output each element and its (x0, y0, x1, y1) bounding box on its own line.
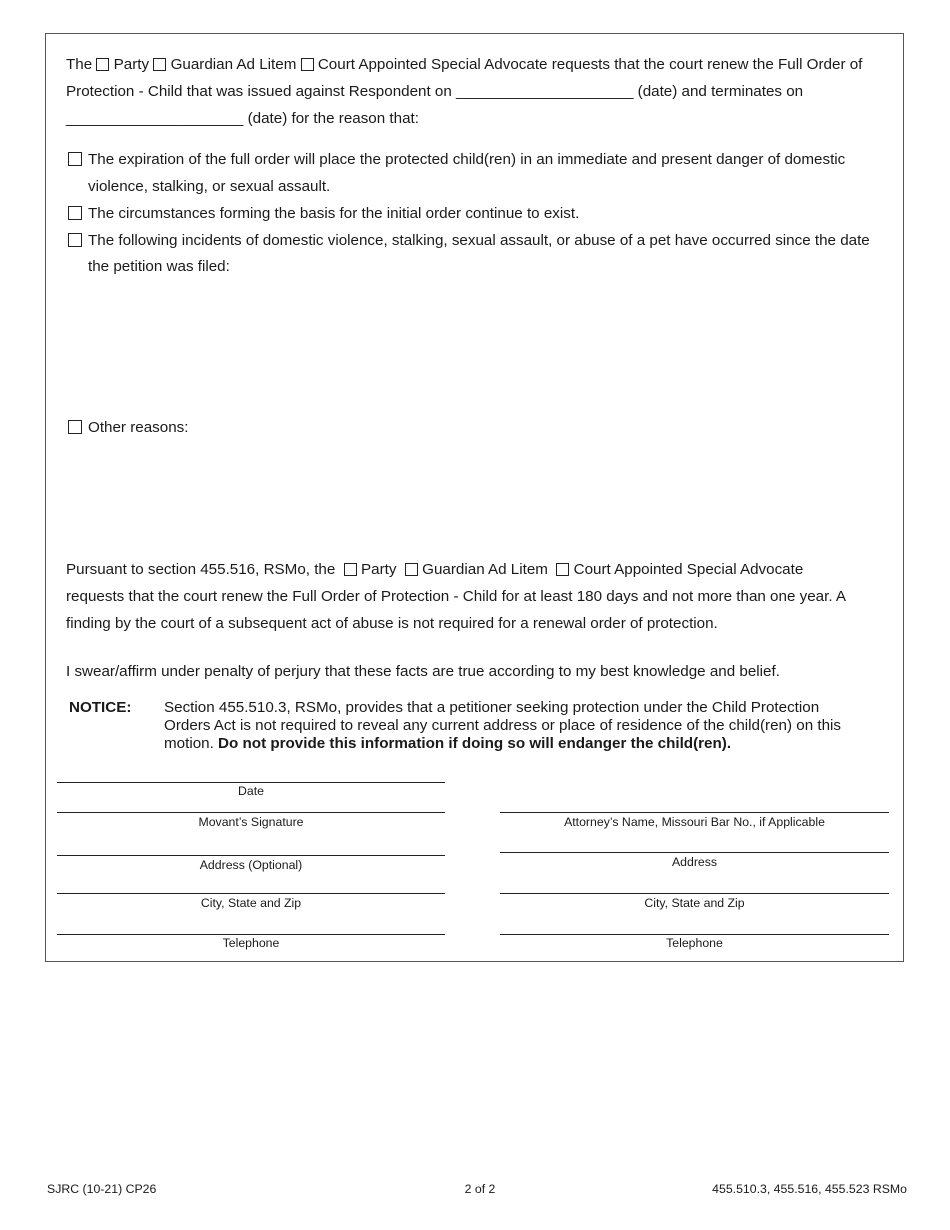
other-reasons-label: Other reasons: (88, 419, 189, 436)
request-line-2: Protection - Child that was issued against Respondent on _____________________ (date) and terminates on (66, 83, 804, 100)
pursuant-guardian-ad-litem-checkbox[interactable] (405, 563, 418, 576)
other-reasons-checkbox[interactable] (68, 420, 82, 434)
movant-telephone-line[interactable] (57, 934, 445, 935)
circumstances-checkbox[interactable] (68, 206, 82, 220)
notice-warning: Do not provide this information if doing so will endanger the child(ren). (218, 735, 732, 752)
request-line-3: _____________________ (date) for the reason that: (66, 110, 419, 127)
form-id: SJRC (10-21) CP26 (47, 1182, 157, 1196)
expiration-reason-line-1: The expiration of the full order will place the protected child(ren) in an immediate and present danger of domestic (88, 151, 846, 168)
pursuant-line-3: finding by the court of a subsequent act of abuse is not required for a renewal order of protection. (66, 615, 718, 632)
pursuant-line-2: requests that the court renew the Full Order of Protection - Child for at least 180 days and not more than one year. A (66, 588, 847, 605)
request-suffix: requests that the court renew the Full Order of (551, 56, 863, 73)
swear-statement: I swear/affirm under penalty of perjury that these facts are true according to my best knowledge and belief. (66, 663, 780, 680)
page-number: 2 of 2 (464, 1182, 496, 1196)
pursuant-casa-label: Court Appointed Special Advocate (573, 561, 804, 578)
expiration-reason-line-2: violence, stalking, or sexual assault. (88, 178, 331, 195)
pursuant-prefix: Pursuant to section 455.516, RSMo, the (66, 561, 336, 578)
attorney-address-line[interactable] (500, 852, 889, 853)
movant-address-label: Address (Optional) (199, 858, 303, 872)
pursuant-line-1 (66, 561, 803, 579)
circumstances-reason: The circumstances forming the basis for the initial order continue to exist. (88, 205, 580, 222)
attorney-address-label: Address (671, 855, 718, 869)
casa-label: Court Appointed Special Advocate (317, 56, 548, 73)
pursuant-party-label: Party (361, 561, 397, 578)
statute-references: 455.510.3, 455.516, 455.523 RSMo (712, 1182, 907, 1196)
notice-line-2: Orders Act is not required to reveal any current address or place of residence of the child(ren) on this (164, 717, 842, 734)
date-line[interactable] (57, 782, 445, 783)
request-line-1 (66, 56, 862, 74)
movant-address-line[interactable] (57, 855, 445, 856)
attorney-city-line[interactable] (500, 893, 889, 894)
notice-line-3 (164, 735, 731, 753)
movant-city-line[interactable] (57, 893, 445, 894)
attorney-name-line[interactable] (500, 812, 889, 813)
incidents-reason-line-2: the petition was filed: (88, 258, 230, 275)
attorney-city-label: City, State and Zip (644, 896, 745, 910)
pursuant-guardian-ad-litem-label: Guardian Ad Litem (422, 561, 548, 578)
attorney-telephone-line[interactable] (500, 934, 889, 935)
pursuant-party-checkbox[interactable] (344, 563, 357, 576)
movant-signature-label: Movant’s Signature (198, 815, 304, 829)
request-prefix: The (66, 56, 93, 73)
party-checkbox[interactable] (96, 58, 109, 71)
notice-line-3-text: motion. (164, 735, 214, 752)
party-label: Party (113, 56, 150, 73)
notice-line-1: Section 455.510.3, RSMo, provides that a petitioner seeking protection under the Child Protection (164, 699, 820, 716)
pursuant-casa-checkbox[interactable] (556, 563, 569, 576)
notice-label: NOTICE: (69, 699, 132, 716)
expiration-checkbox[interactable] (68, 152, 82, 166)
movant-city-label: City, State and Zip (200, 896, 302, 910)
incidents-reason-line-1: The following incidents of domestic violence, stalking, sexual assault, or abuse of a pet have occurred since the date (88, 232, 870, 249)
movant-telephone-label: Telephone (222, 936, 280, 950)
guardian-ad-litem-checkbox[interactable] (153, 58, 166, 71)
attorney-telephone-label: Telephone (666, 936, 723, 950)
movant-signature-line[interactable] (57, 812, 445, 813)
incidents-checkbox[interactable] (68, 233, 82, 247)
attorney-name-label: Attorney’s Name, Missouri Bar No., if Applicable (564, 815, 825, 829)
date-label: Date (238, 784, 264, 798)
casa-checkbox[interactable] (301, 58, 314, 71)
guardian-ad-litem-label: Guardian Ad Litem (170, 56, 297, 73)
